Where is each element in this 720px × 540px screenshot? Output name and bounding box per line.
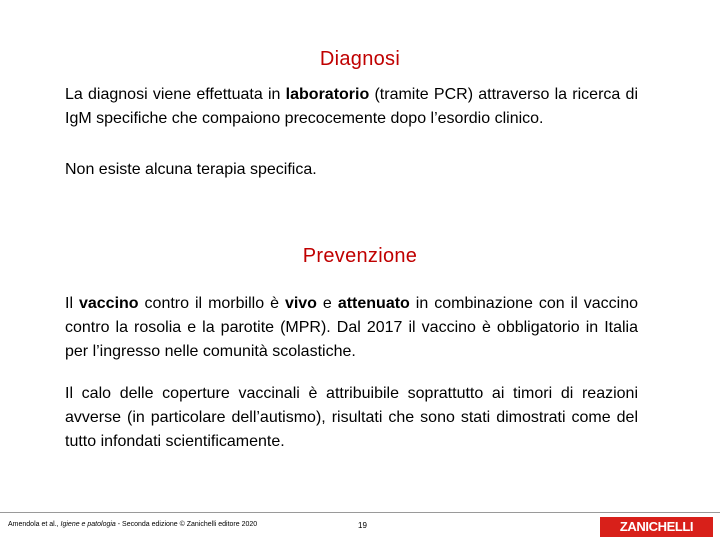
footer-divider [0,512,720,513]
text-span: in combinazione con il vaccino contro la rosolia e la parotite (MPR). Dal 2017 il vaccino è obbligatorio in Italia per l’ingresso nelle comunità scolastiche. [65,295,639,360]
text-span: (tramite PCR) attraverso la ricerca di IgM specifiche che compaiono precocemente dopo l’esordio clinico. [65,86,638,127]
page-number: 19 [358,521,367,530]
footer-edition: - Seconda edizione © Zanichelli editore 2020 [115,521,258,528]
footer-authors: Amendola et al., [8,521,61,528]
zanichelli-logo: ZANICHELLI [600,517,713,537]
bold-term-attenuato: attenuato [337,295,410,312]
bold-term-vivo: vivo [284,295,317,312]
vaccino-paragraph [65,292,638,364]
text-span: e [316,295,338,312]
terapia-paragraph: Non esiste alcuna terapia specifica. [65,161,317,178]
text-span: La diagnosi viene effettuata in [65,86,286,103]
bold-term-vaccino: vaccino [78,295,139,312]
coperture-paragraph: Il calo delle coperture vaccinali è attribuibile soprattutto ai timori di reazioni avverse (in particolare dell’autismo), risultati che sono stati dimostrati come del tutto infondati scientificamente. [65,385,638,450]
prevenzione-title: Prevenzione [302,245,418,267]
text-span: Il [65,295,79,312]
footer-book-title: Igiene e patologia [60,521,116,528]
bold-term-laboratorio: laboratorio [285,86,370,103]
text-span: contro il morbillo è [138,295,285,312]
footer-citation [8,521,257,528]
diagnosi-title: Diagnosi [319,48,401,70]
diagnosi-paragraph [65,83,638,131]
